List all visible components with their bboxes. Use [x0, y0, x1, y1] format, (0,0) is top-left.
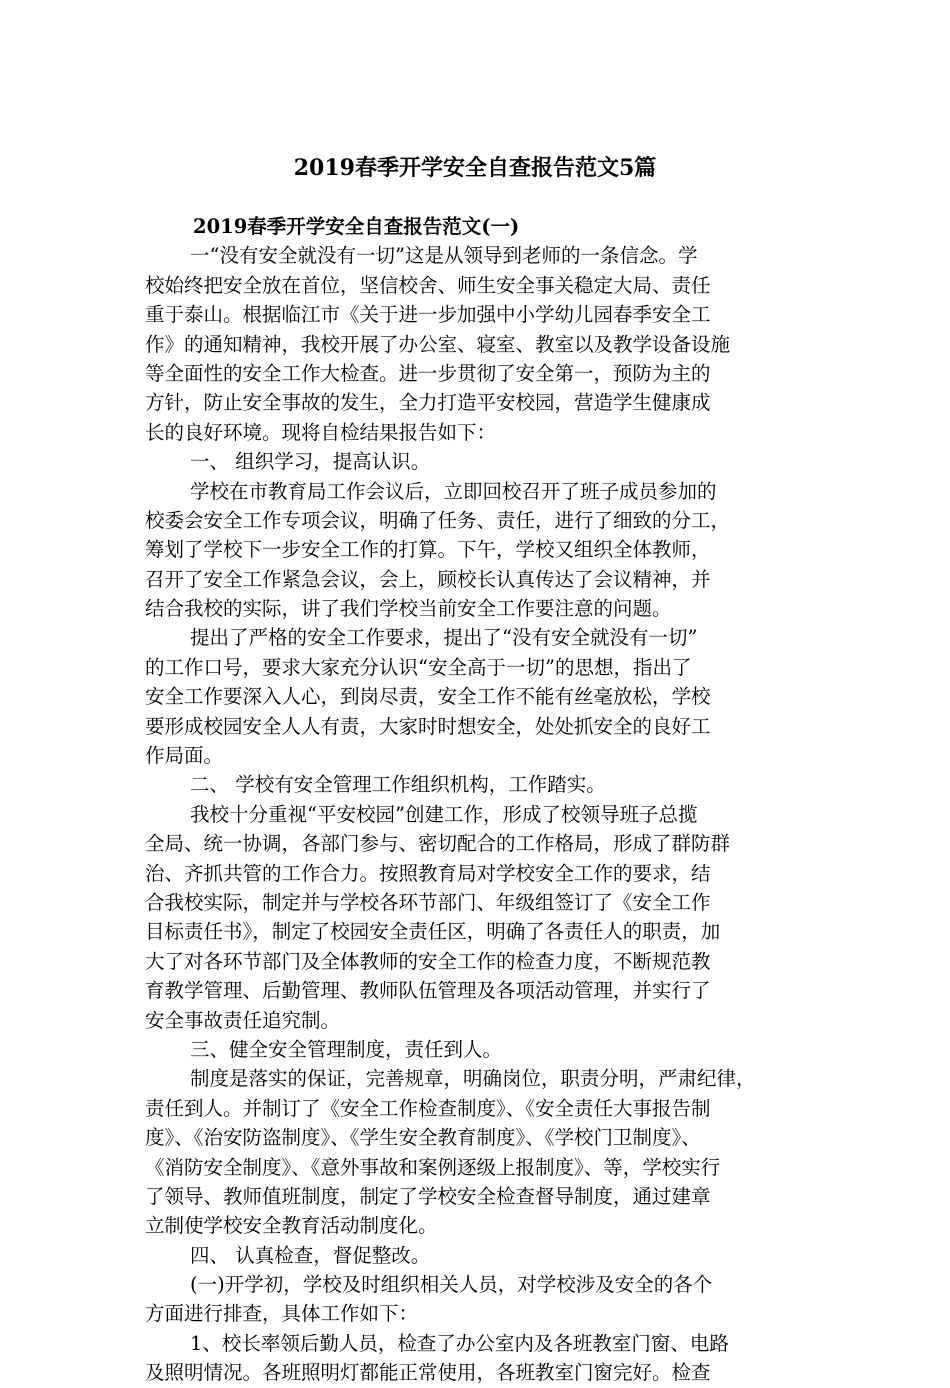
- body-line: 及照明情况。各班照明灯都能正常使用，各班教室门窗完好。检查: [145, 1361, 711, 1385]
- body-line: 等全面性的安全工作大检查。进一步贯彻了安全第一，预防为主的: [145, 361, 711, 385]
- body-line: 1、校长率领后勤人员，检查了办公室内及各班教室门窗、电路: [190, 1331, 729, 1355]
- body-line: 学校在市教育局工作会议后，立即回校召开了班子成员参加的: [190, 479, 717, 503]
- body-line: 二、 学校有安全管理工作组织机构，工作踏实。: [190, 773, 606, 797]
- body-line: 度》、《治安防盗制度》、《学生安全教育制度》、《学校门卫制度》、: [145, 1126, 701, 1150]
- body-line: 四、 认真检查，督促整改。: [190, 1243, 431, 1267]
- body-line: 筹划了学校下一步安全工作的打算。下午，学校又组织全体教师，: [145, 538, 711, 562]
- body-line: 召开了安全工作紧急会议，会上，顾校长认真传达了会议精神，并: [145, 567, 711, 591]
- body-line: 大了对各环节部门及全体教师的安全工作的检查力度，不断规范教: [145, 949, 711, 973]
- body-line: 立制使学校安全教育活动制度化。: [145, 1214, 438, 1238]
- body-line: 提出了严格的安全工作要求，提出了“没有安全就没有一切”: [190, 626, 698, 650]
- body-line: 安全工作要深入人心，到岗尽责，安全工作不能有丝毫放松，学校: [145, 685, 711, 709]
- body-line: 育教学管理、后勤管理、教师队伍管理及各项活动管理，并实行了: [145, 979, 711, 1003]
- body-line: 全局、统一协调，各部门参与、密切配合的工作格局，形成了群防群: [145, 832, 731, 856]
- body-line: 制度是落实的保证，完善规章，明确岗位，职责分明，严肃纪律，: [190, 1067, 756, 1091]
- body-line: 我校十分重视“平安校园”创建工作，形成了校领导班子总揽: [190, 802, 698, 826]
- body-line: 结合我校的实际，讲了我们学校当前安全工作要注意的问题。: [145, 597, 672, 621]
- document-body: [145, 212, 787, 1388]
- body-line: 安全事故责任追究制。: [145, 1008, 341, 1032]
- body-line: 《消防安全制度》、《意外事故和案例逐级上报制度》、等，学校实行: [145, 1155, 721, 1179]
- body-line: 重于泰山。根据临江市《关于进一步加强中小学幼儿园春季安全工: [145, 303, 711, 327]
- body-line: 合我校实际，制定并与学校各环节部门、年级组签订了《安全工作: [145, 890, 711, 914]
- body-line: 长的良好环境。现将自检结果报告如下：: [145, 420, 497, 444]
- body-line: 一、 组织学习，提高认识。: [190, 450, 431, 474]
- body-line: 作局面。: [145, 744, 224, 768]
- body-line: 校始终把安全放在首位，坚信校舍、师生安全事关稳定大局、责任: [145, 273, 711, 297]
- body-line: 治、齐抓共管的工作合力。按照教育局对学校安全工作的要求，结: [145, 861, 711, 885]
- body-line: 责任到人。并制订了《安全工作检查制度》、《安全责任大事报告制: [145, 1096, 711, 1120]
- body-line: 方针，防止安全事故的发生，全力打造平安校园，营造学生健康成: [145, 391, 711, 415]
- body-line: 目标责任书》，制定了校园安全责任区，明确了各责任人的职责，加: [145, 920, 721, 944]
- body-line: (一)开学初，学校及时组织相关人员，对学校涉及安全的各个: [190, 1273, 713, 1297]
- body-line: 一“没有安全就没有一切”这是从领导到老师的一条信念。学: [190, 244, 698, 268]
- body-line: 校委会安全工作专项会议，明确了任务、责任，进行了细致的分工，: [145, 508, 731, 532]
- body-line: 要形成校园安全人人有责，大家时时想安全，处处抓安全的良好工: [145, 714, 711, 738]
- body-line: 三、健全安全管理制度，责任到人。: [190, 1037, 503, 1061]
- body-line: 了领导、教师值班制度，制定了学校安全检查督导制度，通过建章: [145, 1184, 711, 1208]
- section-subtitle: 2019春季开学安全自查报告范文(一): [193, 215, 520, 238]
- body-line: 作》的通知精神，我校开展了办公室、寝室、教室以及教学设备设施: [145, 332, 731, 356]
- body-line: 方面进行排查，具体工作如下：: [145, 1302, 419, 1326]
- document-title: 2019春季开学安全自查报告范文5篇: [293, 155, 657, 181]
- body-line: 的工作口号，要求大家充分认识“安全高于一切”的思想，指出了: [145, 655, 692, 679]
